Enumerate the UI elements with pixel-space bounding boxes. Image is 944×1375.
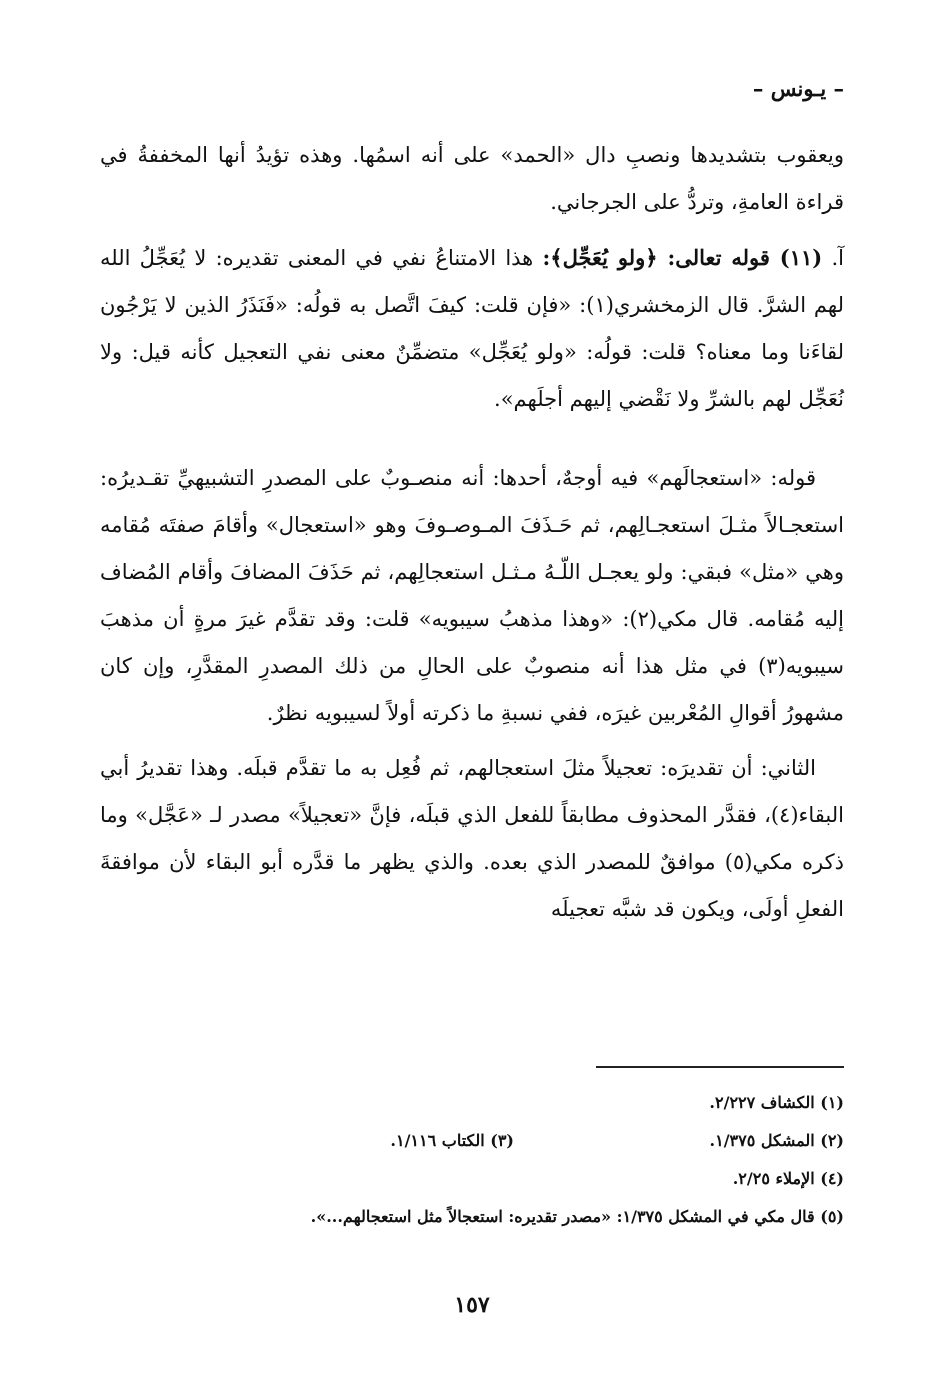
footnote-4: (٤) الإملاء ٢/٢٥. <box>732 1169 844 1188</box>
footnote-3: (٣) الكتاب ١/١١٦. <box>390 1131 514 1150</box>
footnote-1: (١) الكشاف ٢/٢٢٧. <box>709 1093 844 1112</box>
verse-paragraph <box>100 234 844 423</box>
footnote-row <box>100 1160 844 1198</box>
main-text <box>100 132 844 941</box>
running-head: – يـونس – <box>752 76 844 101</box>
footnote-row <box>100 1084 844 1122</box>
footnote-row <box>100 1122 844 1160</box>
verse-commentary: هذا الامتناعُ نفي في المعنى تقديره: لا يُعَجِّلُ الله لهم الشرَّ. قال الزمخشري(١): «فإن قلت: كيفَ اتَّصل به قولُه: «فَنَذَرُ الذين لا يَرْجُون لقاءَنا وما معناه؟ قلت: قولُه: «ولو يُعَجِّل» متضمِّنٌ معنى نفي التعجيل كأنه قيل: ولا نُعَجِّل لهم بالشرِّ ولا نَقْضي إليهم أجلَهم». <box>100 246 844 411</box>
paragraph-first-aspect: قوله: «استعجالَهم» فيه أوجهٌ، أحدها: أنه منصـوبٌ على المصدرِ التشبيهيِّ تقـديرُه: استعجـالاً مثـلَ استعجـالِهم، ثم حَـذَفَ المـوصـوفَ وهو «استعجال» وأقامَ صفتَه مُقامه وهي «مثل» فبقي: ولو يعجـل اللّـهُ مـثـل استعجالِهم، ثم حَذَفَ المضافَ وأقام المُضاف إليه مُقامه. قال مكي(٢): «وهذا مذهبُ سيبويه» قلت: وقد تقدَّم غيرَ مرةٍ أن مذهبَ سيبويه(٣) في مثل هذا أنه منصوبٌ على الحالِ من ذلك المصدرِ المقدَّرِ، وإن كان مشهورُ أقوالِ المُعْربين غيرَه، ففي نسبةِ ما ذكرته أولاً لسيبويه نظرٌ. <box>100 466 844 725</box>
verse-heading: (١١) قوله تعالى: ﴿ولو يُعَجِّل﴾: <box>542 245 823 270</box>
footnote-divider <box>596 1066 844 1068</box>
page-number: ١٥٧ <box>454 1292 490 1318</box>
paragraph-second-aspect: الثاني: أن تقديرَه: تعجيلاً مثلَ استعجالهم، ثم فُعِل به ما تقدَّم قبلَه. وهذا تقديرُ أبي البقاء(٤)، فقدَّر المحذوف مطابقاً للفعل الذي قبلَه، فإنَّ «تعجيلاً» مصدر لـ «عَجَّل» وما ذكره مكي(٥) موافقٌ للمصدر الذي بعده. والذي يظهر ما قدَّره أبو البقاء لأن موافقةَ الفعلِ أولَى، ويكون قد شبَّه تعجيلَه <box>100 756 844 921</box>
footnote-2: (٢) المشكل ١/٣٧٥. <box>709 1131 844 1150</box>
verse-marker: آ. <box>831 246 844 270</box>
paragraph-continuation: ويعقوب بتشديدها ونصبِ دال «الحمد» على أنه اسمُها. وهذه تؤيدُ أنها المخففةُ في قراءة العامةِ، وتردُّ على الجرجاني. <box>100 143 844 214</box>
footnotes <box>100 1084 844 1236</box>
footnote-5: (٥) قال مكي في المشكل ١/٣٧٥: «مصدر تقديره: استعجالاً مثل استعجالهم...». <box>310 1207 844 1226</box>
footnote-row <box>100 1198 844 1236</box>
